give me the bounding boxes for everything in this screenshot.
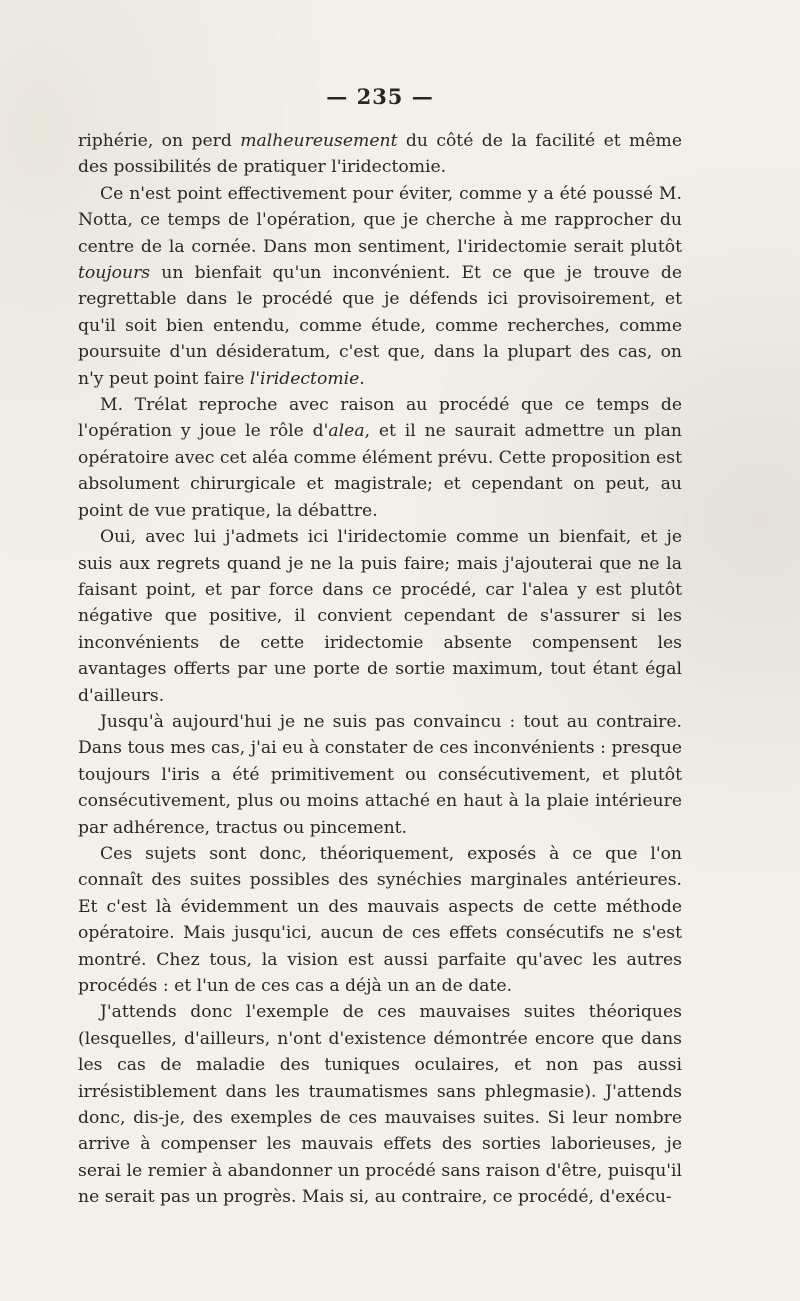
page-number: — 235 — — [326, 84, 434, 109]
body-text — [78, 128, 682, 1211]
italic-term: malheureusement — [240, 131, 398, 151]
italic-term: l'iridectomie — [249, 368, 360, 389]
paragraph-2: Ce n'est point effectivement pour éviter, comme y a été poussé M. Notta, ce temps de l'opération, que je cherche à me rapprocher du centre de la cornée. Dans mon sentiment, l'iridectomie serait plutôt toujours un bienfait qu'un inconvénient. Et ce que je trouve de regrettable dans le procédé que je défends ici provisoirement, et qu'il soit bien entendu, comme étude, comme recherches, comme poursuite d'un désideratum, c'est que, dans la plupart des cas, on n'y peut point faire l'iridectomie. — [78, 183, 682, 389]
paragraph-5: Jusqu'à aujourd'hui je ne suis pas convaincu : tout au contraire. Dans tous mes cas, j'ai eu à constater de ces inconvénients : presque toujours l'iris a été primitivement ou consécutivement, et plutôt consécutivement, plus ou moins attaché en haut à la plaie intérieure par adhérence, tractus ou pincement. — [78, 711, 682, 838]
italic-term: toujours — [78, 263, 151, 284]
paragraph-4: Oui, avec lui j'admets ici l'iridectomie comme un bienfait, et je suis aux regrets quand je ne la puis faire; mais j'ajouterai que ne la faisant point, et par force dans ce procédé, car l'alea y est plutôt négative que positive, il convient cependant de s'assurer si les inconvénients de cette iridectomie absente compensent les avantages offerts par une porte de sortie maximum, tout étant égal d'ailleurs. — [78, 527, 682, 706]
paragraph-3: M. Trélat reproche avec raison au procédé que ce temps de l'opération y joue le rôle d'alea, et il ne saurait admettre un plan opératoire avec cet aléa comme élément prévu. Cette proposition est absolument chirurgicale et magistrale; et cependant on peut, au point de vue pratique, la débattre. — [78, 395, 682, 521]
paragraph-6: Ces sujets sont donc, théoriquement, exposés à ce que l'on connaît des suites possibles des synéchies marginales antérieures. Et c'est là évidemment un des mauvais aspects de cette méthode opératoire. Mais jusqu'ici, aucun de ces effets consécutifs ne s'est montré. Chez tous, la vision est aussi parfaite qu'avec les autres procédés : et l'un de ces cas a déjà un an de date. — [78, 843, 682, 996]
paragraph-1: riphérie, on perd malheureusement du côté de la facilité et même des possibilités de pratiquer l'iridectomie. — [78, 131, 682, 178]
paragraph-7: J'attends donc l'exemple de ces mauvaises suites théoriques (lesquelles, d'ailleurs, n'ont d'existence démontrée encore que dans les cas de maladie des tuniques oculaires, et non pas aussi irrésistiblement dans les traumatismes sans phlegmasie). J'attends donc, dis-je, des exemples de ces mauvaises suites. Si leur nombre arrive à compenser les mauvais effets des sorties laborieuses, je serai le remier à abandonner un procédé sans raison d'être, puisqu'il ne serait pas un progrès. Mais si, au contraire, ce procédé, d'exécu- — [78, 1002, 682, 1208]
italic-term: alea — [328, 421, 365, 442]
